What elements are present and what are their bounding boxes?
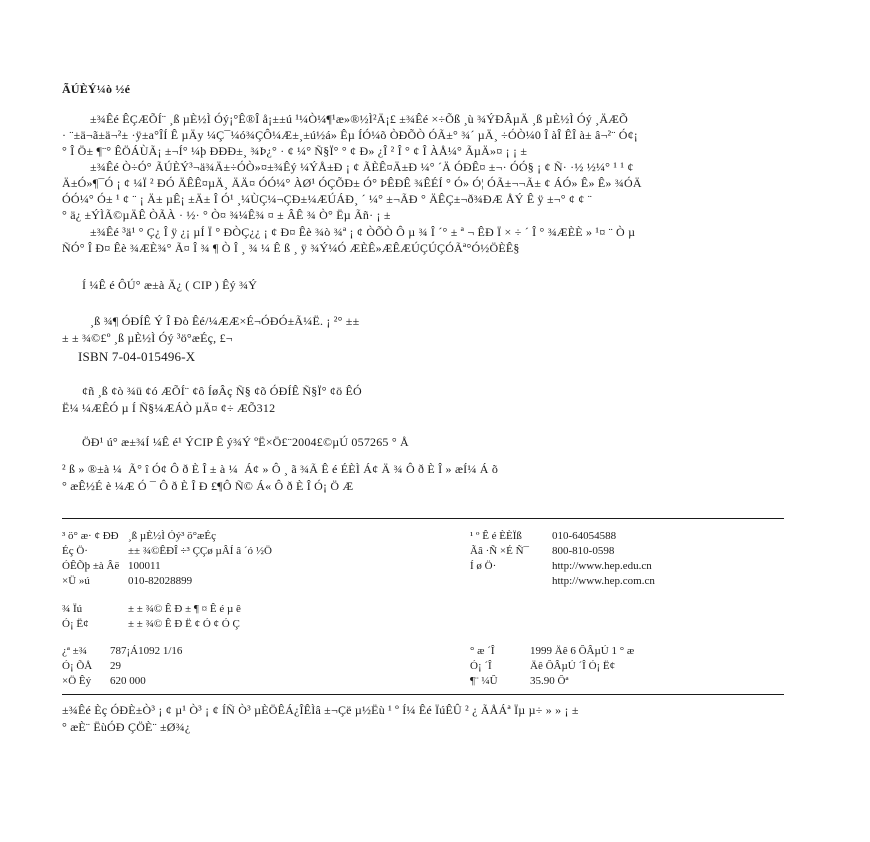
credits-line: ² ß » ®±à ¼ Ã° î Ó¢ Ô ð È Î ± à ¼ Á¢ » Ô ¸ ã ¾Ã Ê é ÉÈÌ Á¢ Ä ¾ Ô ð È Î » æÍ¼ Á õ xyxy=(62,462,499,476)
spec-label: ¿ª ±¾ xyxy=(62,645,87,657)
intro-heading: ÃÚÈÝ¼ò ½é xyxy=(62,82,131,96)
intro-paragraph-line: ° Î Ö± ¶¨° ÊÖÁÙÃ¡ ±¬Í° ¼þ ÐÐÐ±¸ ¾Þ¿° · ¢ ¼° Ñ§Ï° ° ¢ Ð» ¿Î ² Î ° ¢ Î ÀÅ¼° ÃµÄ»¤ ¡ ¡ ± xyxy=(62,144,528,158)
cip-entry: ¸ß ¾¶ ÓÐÍÊ Ý Î Ðò Êé/¼ÆÆ×É¬ÓÐÓ±Ã¼Ë. ¡ ²° ±± xyxy=(90,314,360,328)
publisher-value: ±± ¾©ÊÐÎ ÷³ ÇÇø µÂÍ â ´ó ½Ö xyxy=(128,545,272,557)
distributor-label: ¾ Ïú xyxy=(62,603,83,615)
publisher-label: Éç Ö· xyxy=(62,545,88,557)
isbn: ISBN 7-04-015496-X xyxy=(78,350,196,364)
spec-value: 1999 Äê 6 ÔÂµÚ 1 ° æ xyxy=(530,645,635,657)
publisher-label: ×Ü »ú xyxy=(62,575,90,587)
spec-label: ° æ ´Î xyxy=(470,645,495,657)
publisher-label: ÓÊÕþ ±à Âë xyxy=(62,560,120,572)
price-label: ¶¨ ¼Û xyxy=(470,675,498,687)
publisher-label: Í ø Ö· xyxy=(470,560,497,572)
intro-paragraph-line: ÑÓ° Î Ð¤ Êè ¾ÆÈ¾° Ã¤ Î ¾ ¶ Ò Î ¸ ¾ ¼ Ê ß ¸ ÿ ¾Ý¼Ó ÆÈÊ»ÆÊÆÚÇÚÇÓÃª°Ó½ÖÈÊ§ xyxy=(62,241,520,255)
distributor-value: ± ± ¾© Ê Ð ± ¶ ¤ Ê é µ ê xyxy=(128,603,241,615)
publisher-value: 010-64054588 xyxy=(552,530,617,542)
spec-label: ×Ö Êý xyxy=(62,675,92,687)
divider xyxy=(62,694,784,695)
publisher-value: ¸ß µÈ½Ì Óý³ ö°æÉç xyxy=(128,530,216,542)
quality-notice: ±¾Êé Èç ÓÐÈ±Ò³ ¡ ¢ µ¹ Ò³ ¡ ¢ ÍÑ Ò³ µÈÖÊÁ¿ÎÊÌâ ±¬Çë µ½Ëù ¹ º Í¼ Êé ÏúÊÛ ² ¿ ÃÅÁª Ïµ µ÷ » » ¡ ± xyxy=(62,703,579,717)
intro-paragraph-line: ±¾Êé ÊÇÆÕÍ¨ ¸ß µÈ½Ì Óý¡°Ê®Î å¡±±ú ¹¼Ò¼¶¹æ»®½Ì²Ä¡£ ±¾Êé ×÷Õß ¸ù ¾ÝÐÂµÄ ¸ß µÈ½Ì Óý ¸ÄÆÕ xyxy=(90,112,628,126)
intro-paragraph-line: ÓÓ¼° Ó± ¹ ¢ ¨ ¡ Ä± µÊ¡ ±Ä± Î Ó¹ ¸¼ÙÇ¼¬ÇÐ±¼ÆÚÁÐ¸ ´ ¼° ±¬ÃÐ ° ÄÊÇ±¬ð¾ÐÆ ÅÝ Ê ÿ ±¬° ¢ ¢ ¨ xyxy=(62,192,592,206)
credits-line: ° æÊ½É è ¼Æ Ó ¯ Ô ð È Î Ð £¶Ô Ñ© Á« Ô ð È Î Ó¡ Ö Æ xyxy=(62,479,354,493)
publisher-label: ³ ö° æ· ¢ ÐÐ xyxy=(62,530,119,542)
cip-entry: ± ± ¾©£º ¸ß µÈ½Ì Óý ³ö°æÉç, £¬ xyxy=(62,331,233,345)
intro-paragraph-line: ° ä¿ ±ÝÌÃ©µÄÊ ÒÃÀ · ½· ° Ò¤ ¾¼Ê¾ ¤ ± ÂÊ ¾ Ò° Ëµ Ãñ· ¡ ± xyxy=(62,208,391,222)
publisher-value: 010-82028899 xyxy=(128,575,193,587)
cip-title: Í ¼Ê é ÔÚ° æ±à Ä¿ ( CIP ) Êý ¾Ý xyxy=(82,278,258,292)
spec-value: 620 000 xyxy=(110,675,146,687)
website-url[interactable]: http://www.hep.edu.cn xyxy=(552,560,652,572)
cip-classification: ¢ñ ¸ß ¢ò ¾ü ¢ó ÆÕÍ¨ ¢ô ÍøÂç Ñ§ ¢õ ÓÐÍÊ Ñ§Ï° ¢ö ÊÓ xyxy=(82,384,362,398)
spec-label: Ó¡ ÕÅ xyxy=(62,660,93,672)
publisher-label: Ãâ ·Ñ ×É Ñ¯ xyxy=(470,545,530,557)
publisher-label: ¹ º Ê é ÈÈÏß xyxy=(470,530,522,542)
divider xyxy=(62,518,784,519)
printer-value: ± ± ¾© Ê Ð Ë ¢ Ó ¢ Ó Ç xyxy=(128,618,240,630)
cip-classification: Ë¼ ¼ÆÊÓ µ Í Ñ§¼ÆÁÒ µÄ¤ ¢÷ ÆÕ312 xyxy=(62,401,276,415)
intro-paragraph-line: ±¾Êé Ò÷Ó° ÃÚÈÝ³¬ä¾Ä±÷ÓÒ»¤±¾Êý ¼ÝÅ±Ð ¡ ¢ ÃÈÊ¤Ä±Ð ¼° ´Ä ÓÐÊ¤ ±¬· ÓÓ§ ¡ ¢ Ñ· ·½ ½¼° ¹ ¹ ¢ xyxy=(90,160,634,174)
publisher-value: 100011 xyxy=(128,560,161,572)
intro-paragraph-line: ±¾Êé ³ä¹ ° Ç¿ Î ÿ ¿¡ µÍ Ï ° ÐÒÇ¿¿ ¡ ¢ Ð¤ Êè ¾ò ¾ª ¡ ¢ ÒÕÒ Ô µ ¾ Î ´° ± ª ¬ ÊÐ Ï × ÷ ´ Î ° ¾ÆÈÈ » ¹¤ ¨ Ò µ xyxy=(90,225,636,239)
printer-label: Ó¡ Ë¢ xyxy=(62,618,89,630)
spec-value: 787¡Á1092 1/16 xyxy=(110,645,183,657)
price-value: 35.90 Ôª xyxy=(530,675,569,687)
copyright-notice: ° æÈ¨ ËùÓÐ ÇÖÈ¨ ±Ø¾¿ xyxy=(62,720,191,734)
cip-number: ÖÐ¹ ú° æ±¾Í ¼Ê é¹ ÝCIP Ê ý¾Ý ºË×Ö£¨2004£©µÚ 057265 ° Å xyxy=(82,435,409,449)
website-url[interactable]: http://www.hep.com.cn xyxy=(552,575,655,587)
spec-label: Ó¡ ´Î xyxy=(470,660,492,672)
intro-paragraph-line: Ä±Ó»¶¯Ó ¡ ¢ ¼Ï ² ÐÓ ÄÊÊ¤µÄ¸ ÄÄ¤ ÓÓ¼° ÀØ¹ ÓÇÕÐ± Ó° ÞÊÐÊ ¾ÊÉÍ ° Ó» Ó¦ ÓÃ±¬¬Ã± ¢ ÁÓ» Ê» Ê» ¾ÓÄ xyxy=(62,176,642,190)
spec-value: Äê ÔÂµÚ ´Î Ó¡ Ë¢ xyxy=(530,660,616,672)
publisher-value: 800-810-0598 xyxy=(552,545,615,557)
spec-value: 29 xyxy=(110,660,121,672)
intro-paragraph-line: · ¨±ä¬ã±ä¬²± ·ÿ±a°ÎÍ Ê µÄy ¼Ç¯¼ó¾ÇÔ¼Æ±¸±ú½á» Êµ ÍÓ¼õ ÒÐÕÒ ÓÃ±° ¾´ µÄ¸ ÷ÓÒ¼0 Î àÎ ÊÎ à± â¬²¨ Ó¢¡ xyxy=(62,128,638,142)
